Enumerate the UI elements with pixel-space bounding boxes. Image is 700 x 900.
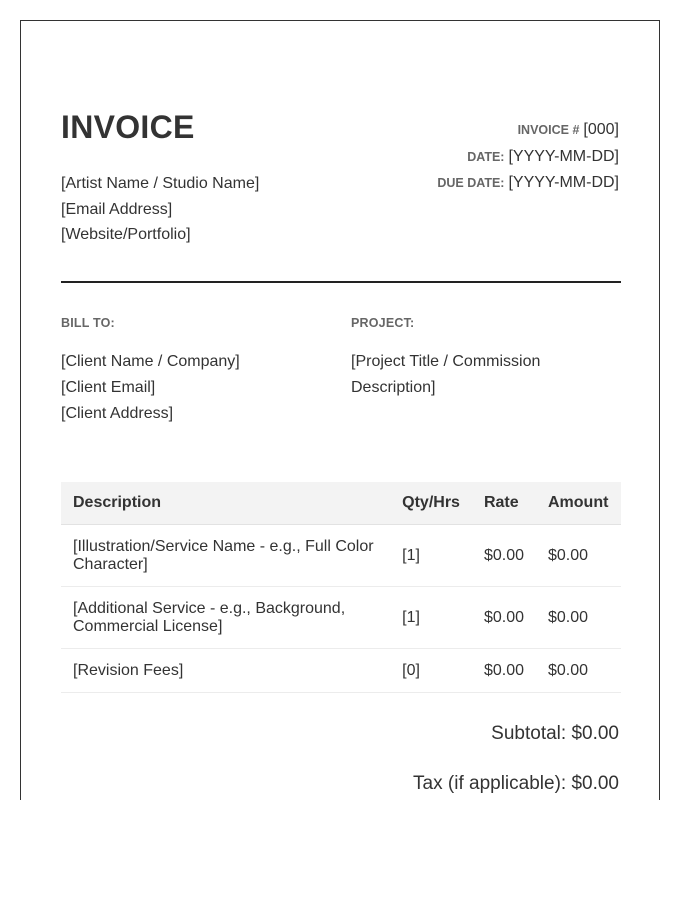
artist-name: [Artist Name / Studio Name] [61, 175, 260, 192]
row-description: [Illustration/Service Name - e.g., Full Color Character] [61, 525, 390, 587]
invoice-number-value: [000] [583, 121, 619, 138]
client-address: [Client Address] [61, 405, 174, 422]
table-row [61, 649, 621, 693]
row-rate: $0.00 [472, 649, 536, 693]
invoice-number-row [437, 117, 619, 144]
invoice-date-label: DATE: [467, 149, 505, 164]
row-amount: $0.00 [536, 587, 621, 649]
tax-total: Tax (if applicable): $0.00 [413, 773, 619, 794]
due-date-value: [YYYY-MM-DD] [508, 174, 619, 191]
subtotal: Subtotal: $0.00 [491, 723, 619, 744]
invoice-number-label: INVOICE # [517, 123, 580, 137]
invoice-title: INVOICE [61, 109, 195, 145]
row-description: [Additional Service - e.g., Background, Commercial License] [61, 587, 390, 649]
line-items-table [61, 482, 621, 693]
artist-website: [Website/Portfolio] [61, 226, 191, 243]
due-date-row [437, 170, 619, 197]
bill-to-label: BILL TO: [61, 316, 115, 330]
header-qty: Qty/Hrs [390, 482, 472, 525]
invoice-page [20, 20, 660, 800]
bill-to-details [61, 349, 240, 427]
project-description: [Project Title / Commission Description] [351, 353, 541, 396]
invoice-date-value: [YYYY-MM-DD] [508, 147, 619, 165]
row-amount: $0.00 [536, 525, 621, 587]
row-description: [Revision Fees] [61, 649, 390, 693]
client-email: [Client Email] [61, 379, 156, 396]
row-qty: [1] [390, 587, 472, 649]
row-amount: $0.00 [536, 649, 621, 693]
client-name: [Client Name / Company] [61, 353, 240, 370]
due-date-label: DUE DATE: [437, 176, 505, 190]
row-qty: [1] [390, 525, 472, 587]
header-amount: Amount [536, 482, 621, 525]
invoice-meta [437, 117, 619, 197]
header-divider [61, 281, 621, 283]
table-header-row [61, 482, 621, 525]
project-label: PROJECT: [351, 316, 415, 330]
artist-info [61, 171, 259, 248]
header-description: Description [61, 482, 390, 525]
row-qty: [0] [390, 649, 472, 693]
row-rate: $0.00 [472, 587, 536, 649]
header-rate: Rate [472, 482, 536, 525]
invoice-date-row [437, 144, 619, 171]
table-row [61, 525, 621, 587]
row-rate: $0.00 [472, 525, 536, 587]
table-row [61, 587, 621, 649]
artist-email: [Email Address] [61, 200, 173, 218]
